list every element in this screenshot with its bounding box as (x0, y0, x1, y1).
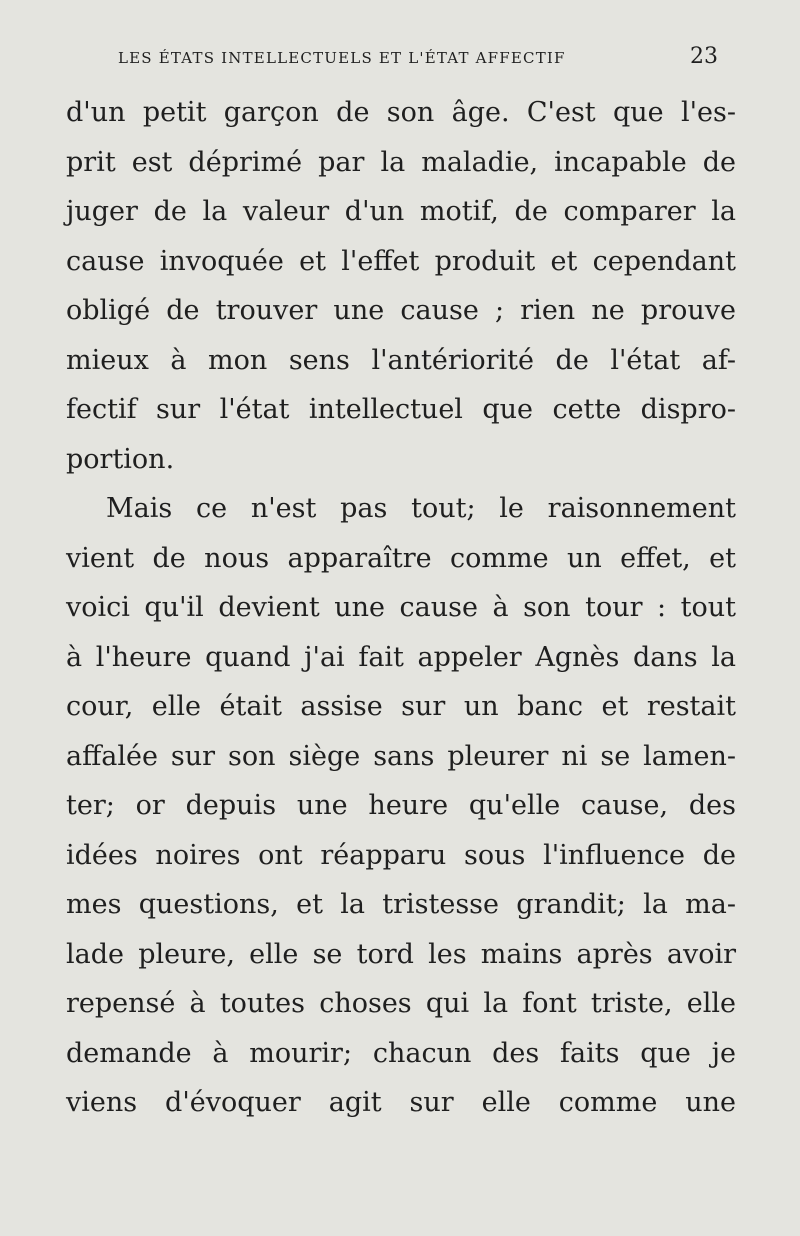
text-line: affalée sur son siège sans pleurer ni se lamen- (66, 740, 736, 772)
text-line: idées noires ont réapparu sous l'influence de (66, 839, 736, 871)
text-line: portion. (66, 443, 175, 475)
body-text (66, 88, 736, 1128)
text-line: prit est déprimé par la maladie, incapable de (66, 146, 736, 178)
page-number: 23 (690, 44, 718, 69)
text-line: fectif sur l'état intellectuel que cette dispro- (66, 394, 736, 425)
text-line: mes questions, et la tristesse grandit; la ma- (66, 889, 736, 920)
text-line: cause invoquée et l'effet produit et cependant (66, 245, 736, 277)
running-title: LES ÉTATS INTELLECTUELS ET L'ÉTAT AFFECTIF (118, 49, 566, 67)
text-line: viens d'évoquer agit sur elle comme une (66, 1087, 736, 1118)
text-line: ter; or depuis une heure qu'elle cause, des (66, 790, 736, 821)
text-line: vient de nous apparaître comme un effet, et (66, 542, 736, 574)
text-line: voici qu'il devient une cause à son tour : tout (66, 592, 736, 623)
page-header (118, 44, 718, 69)
text-line: lade pleure, elle se tord les mains après avoir (66, 938, 736, 970)
text-line: juger de la valeur d'un motif, de comparer la (66, 196, 736, 227)
text-line: mieux à mon sens l'antériorité de l'état af- (66, 344, 736, 376)
text-line: d'un petit garçon de son âge. C'est que l'es- (66, 97, 736, 128)
text-line: demande à mourir; chacun des faits que je (66, 1037, 736, 1069)
text-line: à l'heure quand j'ai fait appeler Agnès dans la (66, 641, 736, 673)
text-line: obligé de trouver une cause ; rien ne prouve (66, 295, 736, 326)
text-line: Mais ce n'est pas tout; le raisonnement (106, 493, 736, 524)
text-line: repensé à toutes choses qui la font triste, elle (66, 988, 736, 1019)
text-line: cour, elle était assise sur un banc et restait (66, 691, 736, 722)
